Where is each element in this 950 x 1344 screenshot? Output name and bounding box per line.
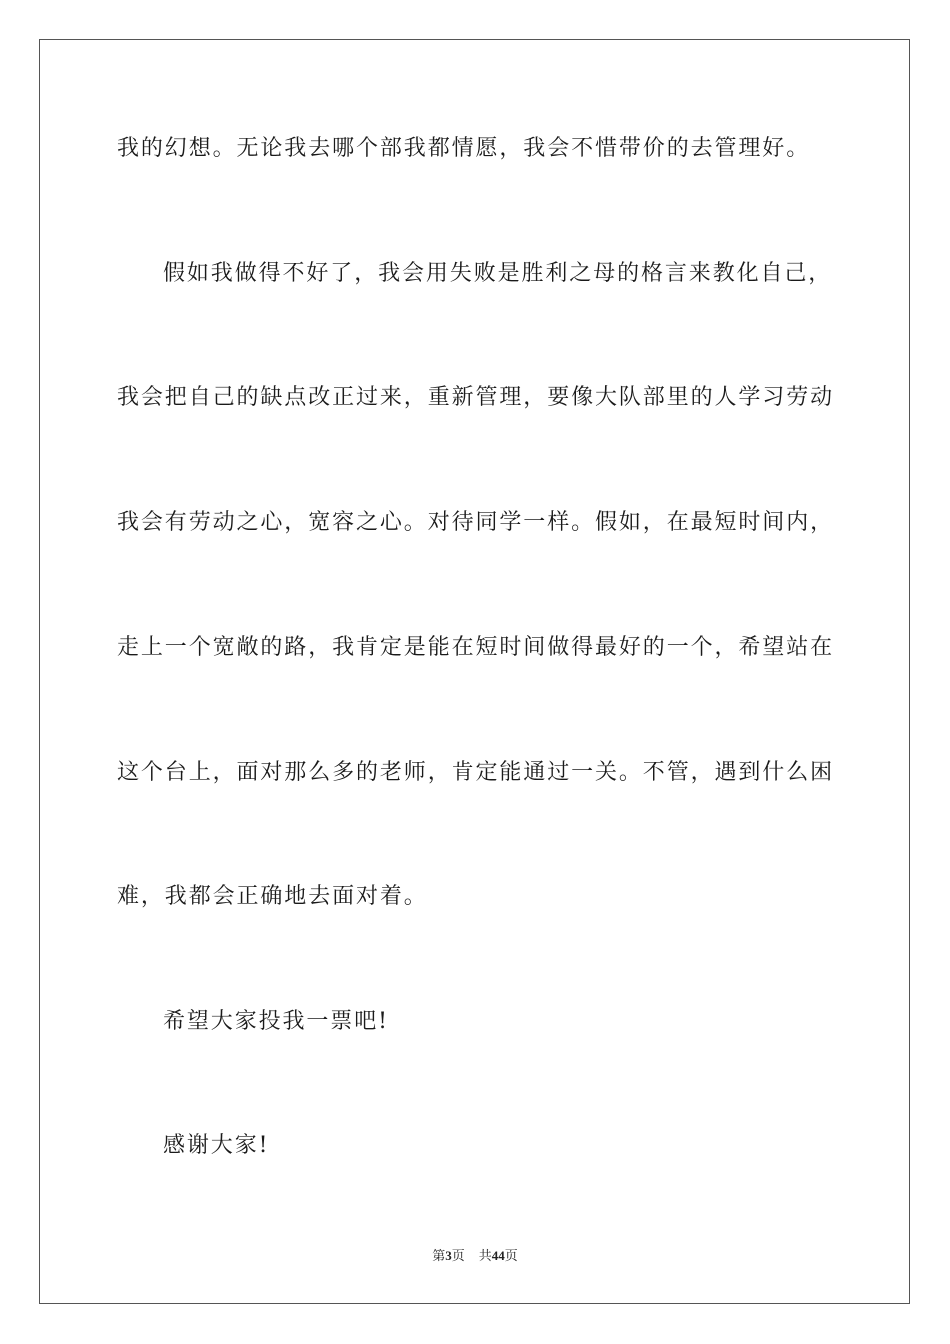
text-line-1: 我的幻想。无论我去哪个部我都情愿，我会不惜带价的去管理好。 xyxy=(117,136,811,161)
text-line-4: 我会有劳动之心，宽容之心。对待同学一样。假如，在最短时间内， xyxy=(117,510,835,535)
page-border xyxy=(39,39,910,1304)
text-line-6: 这个台上，面对那么多的老师，肯定能通过一关。不管，遇到什么困 xyxy=(117,760,835,785)
page-footer xyxy=(0,1247,950,1266)
text-line-8: 希望大家投我一票吧! xyxy=(163,1009,389,1034)
total-pages: 44 xyxy=(491,1248,505,1263)
text-line-9: 感谢大家! xyxy=(163,1133,270,1158)
page-suffix: 页 xyxy=(451,1249,465,1264)
page-number: 3 xyxy=(445,1248,452,1263)
page-prefix: 第 xyxy=(432,1249,446,1264)
text-line-3: 我会把自己的缺点改正过来，重新管理，要像大队部里的人学习劳动 xyxy=(117,385,835,410)
total-prefix: 共 xyxy=(478,1249,492,1264)
text-line-7: 难，我都会正确地去面对着。 xyxy=(117,884,428,909)
text-line-5: 走上一个宽敞的路，我肯定是能在短时间做得最好的一个，希望站在 xyxy=(117,635,835,660)
total-suffix: 页 xyxy=(504,1249,518,1264)
text-line-2: 假如我做得不好了，我会用失败是胜利之母的格言来教化自己， xyxy=(163,261,833,286)
